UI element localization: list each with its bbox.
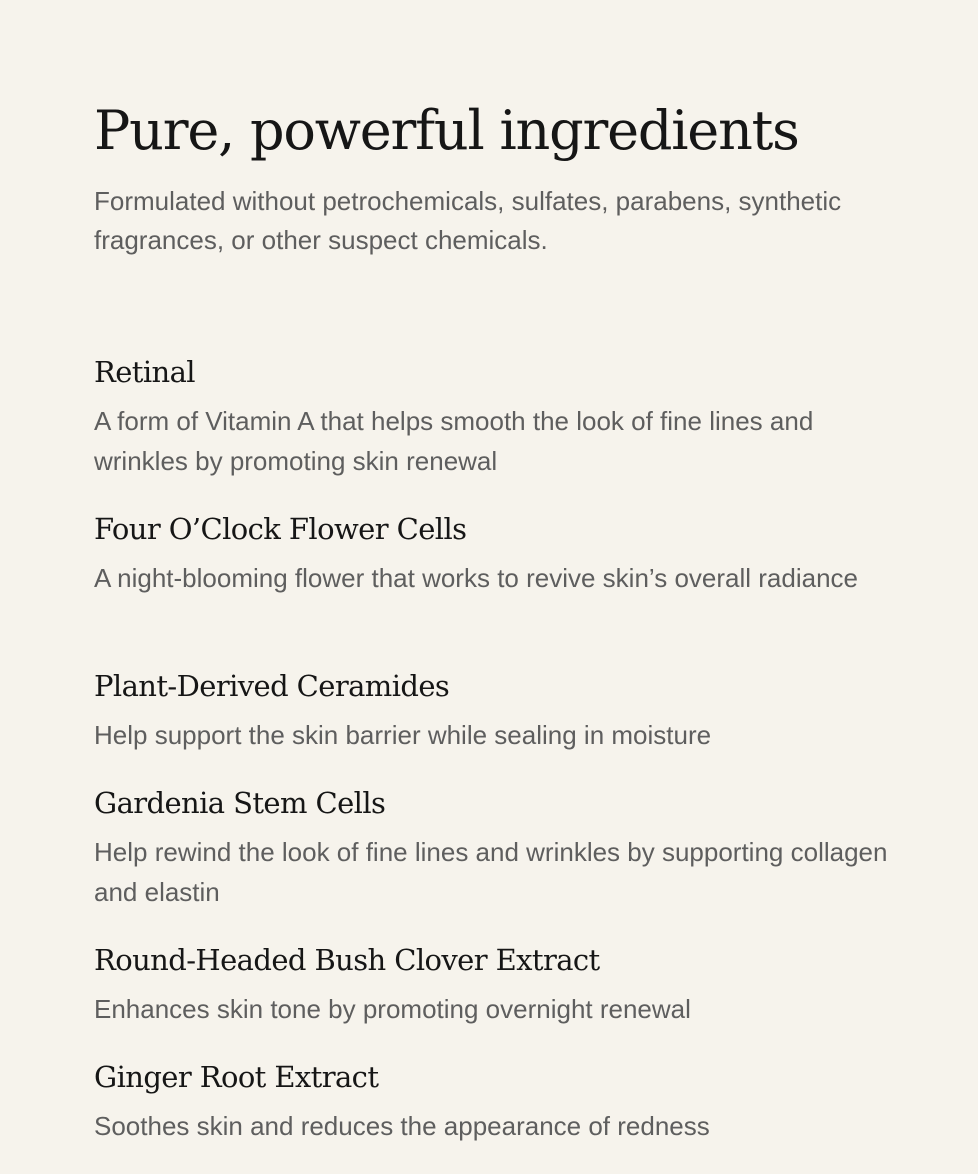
ingredient-item-plant-derived-ceramides	[94, 666, 914, 755]
ingredient-description: A night-blooming flower that works to revive skin’s overall radiance	[94, 563, 858, 593]
ingredient-name: Retinal	[94, 355, 195, 389]
ingredient-description: Help rewind the look of fine lines and wrinkles by supporting collagen and elastin	[94, 837, 888, 907]
ingredient-name: Plant-Derived Ceramides	[94, 669, 450, 703]
ingredient-description: A form of Vitamin A that helps smooth the look of fine lines and wrinkles by promoting skin renewal	[94, 406, 814, 476]
ingredient-description: Help support the skin barrier while sealing in moisture	[94, 720, 712, 750]
ingredient-name: Ginger Root Extract	[94, 1060, 379, 1094]
ingredient-item-four-oclock-flower-cells	[94, 509, 914, 598]
section-subtitle: Formulated without petrochemicals, sulfates, parabens, synthetic fragrances, or other suspect chemicals.	[94, 186, 842, 255]
ingredient-item-gardenia-stem-cells	[94, 783, 914, 912]
ingredient-description: Enhances skin tone by promoting overnight renewal	[94, 994, 691, 1024]
ingredient-item-ginger-root-extract	[94, 1057, 914, 1146]
ingredient-description: Soothes skin and reduces the appearance of redness	[94, 1111, 710, 1141]
ingredient-name: Four O’Clock Flower Cells	[94, 512, 467, 546]
ingredient-name: Round-Headed Bush Clover Extract	[94, 943, 600, 977]
ingredient-item-round-headed-bush-clover-extract	[94, 940, 914, 1029]
ingredient-item-retinal	[94, 352, 914, 481]
section-title: Pure, powerful ingredients	[94, 99, 799, 162]
ingredient-name: Gardenia Stem Cells	[94, 786, 386, 820]
